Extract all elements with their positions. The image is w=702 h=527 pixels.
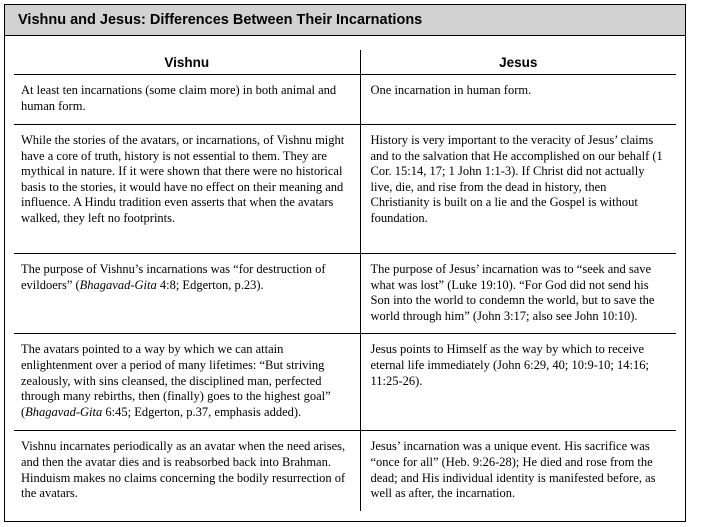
table-row [14,125,676,254]
vishnu-text-post: 6:45; Edgerton, p.37, emphasis added). [102,404,302,419]
table-row [14,334,676,431]
vishnu-text-pre: The purpose of Vishnu’s incarnations was “for destruction of evildoers” ( [21,262,326,292]
comparison-table [14,50,676,511]
jesus-cell: History is very important to the veracity of Jesus’ claims and to the salvation that He accomplished on our behalf (1 Cor. 15:14, 17; 1 John 1:1-3). If Christ did not actually live, die, and rise from the dead in history, then Christianity is built on a lie and the Gospel is without foundation. [360,125,676,254]
vishnu-cell: At least ten incarnations (some claim more) in both animal and human form. [14,75,360,125]
table-row [14,75,676,125]
table-row [14,431,676,511]
citation-title: Bhagavad-Gita [25,404,103,419]
box-title: Vishnu and Jesus: Differences Between Their Incarnations [5,5,685,36]
header-row [14,50,676,75]
jesus-cell: One incarnation in human form. [360,75,676,125]
jesus-cell: Jesus’ incarnation was a unique event. His sacrifice was “once for all” (Heb. 9:26-28); He died and rose from the dead; and His individual identity is manifested before, as well as after, the incarnation. [370,439,656,501]
vishnu-cell [14,334,360,431]
vishnu-text-post: 4:8; Edgerton, p.23). [156,277,264,292]
column-header-vishnu: Vishnu [14,50,360,75]
vishnu-text-pre: The avatars pointed to a way by which we can attain enlightenment over a period of many lifetimes: “But striving zealously, with sins cleansed, the disciplined man, perfected through many rebirths, then (finally) goes to the highest goal” ( [21,342,331,419]
comparison-box [4,4,686,522]
table-row [14,254,676,334]
jesus-cell: The purpose of Jesus’ incarnation was to “seek and save what was lost” (Luke 19:10). “For God did not send his Son into the world to condemn the world, but to save the world through him” (John 3:17; also see John 10:10). [360,254,676,334]
vishnu-cell: While the stories of the avatars, or incarnations, of Vishnu might have a core of truth, history is not essential to them. They are mythical in nature. If it were shown that there were no historical basis to the stories, it would have no effect on their meaning and influence. A Hindu tradition even asserts that when the avatars walked, they left no footprints. [14,125,360,254]
vishnu-cell [14,254,360,334]
jesus-cell: Jesus points to Himself as the way by which to receive eternal life immediately (John 6:29, 40; 10:9-10; 14:16; 11:25-26). [360,334,676,431]
column-header-jesus: Jesus [360,50,676,75]
vishnu-cell: Vishnu incarnates periodically as an avatar when the need arises, and then the avatar dies and is reabsorbed back into Brahman. Hinduism makes no claims concerning the bodily resurrection of the avatars. [14,431,360,511]
citation-title: Bhagavad-Gita [79,277,157,292]
